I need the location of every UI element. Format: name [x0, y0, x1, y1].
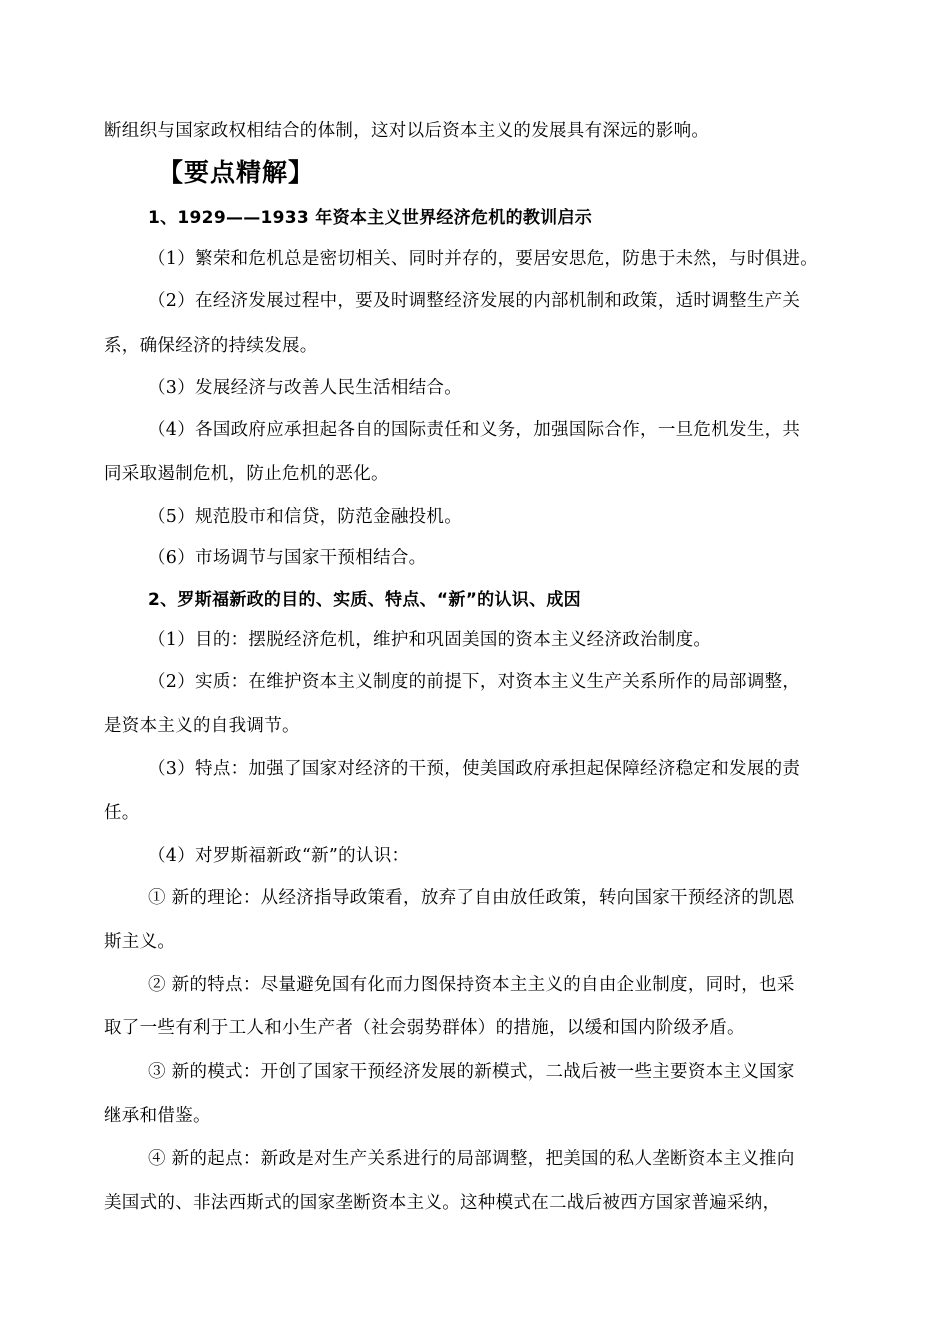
point2-new-feature: ② 新的特点：尽量避免国有化而力图保持资本主主义的自由企业制度，同时，也采	[148, 975, 795, 995]
point1-item-5: （5）规范股市和信贷，防范金融投机。	[148, 507, 463, 527]
point1-item-1: （1）繁荣和危机总是密切相关、同时并存的，要居安思危，防患于未然，与时俱进。	[148, 249, 819, 269]
point2-title: 2、罗斯福新政的目的、实质、特点、“新”的认识、成因	[148, 590, 581, 610]
point2-item-1: （1）目的：摆脱经济危机，维护和巩固美国的资本主义经济政治制度。	[148, 630, 712, 650]
point1-title: 1、1929——1933 年资本主义世界经济危机的教训启示	[148, 208, 593, 228]
point2-new-feature-cont: 取了一些有利于工人和小生产者（社会弱势群体）的措施，以缓和国内阶级矛盾。	[104, 1018, 745, 1038]
point1-item-4-cont: 同采取遏制危机，防止危机的恶化。	[104, 464, 389, 484]
point2-item-3: （3）特点：加强了国家对经济的干预，使美国政府承担起保障经济稳定和发展的责	[148, 759, 801, 779]
point1-item-2: （2）在经济发展过程中，要及时调整经济发展的内部机制和政策，适时调整生产关	[148, 291, 801, 311]
intro-tail-text: 断组织与国家政权相结合的体制，这对以后资本主义的发展具有深远的影响。	[104, 121, 710, 141]
point2-new-start-cont: 美国式的、非法西斯式的国家垄断资本主义。这种模式在二战后被西方国家普遍采纳，	[104, 1193, 781, 1213]
point2-new-theory: ① 新的理论：从经济指导政策看，放弃了自由放任政策，转向国家干预经济的凯恩	[148, 888, 795, 908]
point1-item-2-cont: 系，确保经济的持续发展。	[104, 336, 318, 356]
point1-item-3: （3）发展经济与改善人民生活相结合。	[148, 378, 463, 398]
point2-new-theory-cont: 斯主义。	[104, 932, 176, 952]
section-title: 【要点精解】	[158, 158, 315, 187]
point2-item-2: （2）实质：在维护资本主义制度的前提下，对资本主义生产关系所作的局部调整，	[148, 672, 801, 692]
point2-item-2-cont: 是资本主义的自我调节。	[104, 716, 300, 736]
point2-item-4: （4）对罗斯福新政“新”的认识：	[148, 846, 410, 866]
point1-item-6: （6）市场调节与国家干预相结合。	[148, 548, 427, 568]
point2-new-start: ④ 新的起点：新政是对生产关系进行的局部调整，把美国的私人垄断资本主义推向	[148, 1149, 795, 1169]
point2-new-model: ③ 新的模式：开创了国家干预经济发展的新模式，二战后被一些主要资本主义国家	[148, 1062, 795, 1082]
point2-item-3-cont: 任。	[104, 803, 140, 823]
point2-new-model-cont: 继承和借鉴。	[104, 1106, 211, 1126]
point1-item-4: （4）各国政府应承担起各自的国际责任和义务，加强国际合作，一旦危机发生，共	[148, 420, 801, 440]
